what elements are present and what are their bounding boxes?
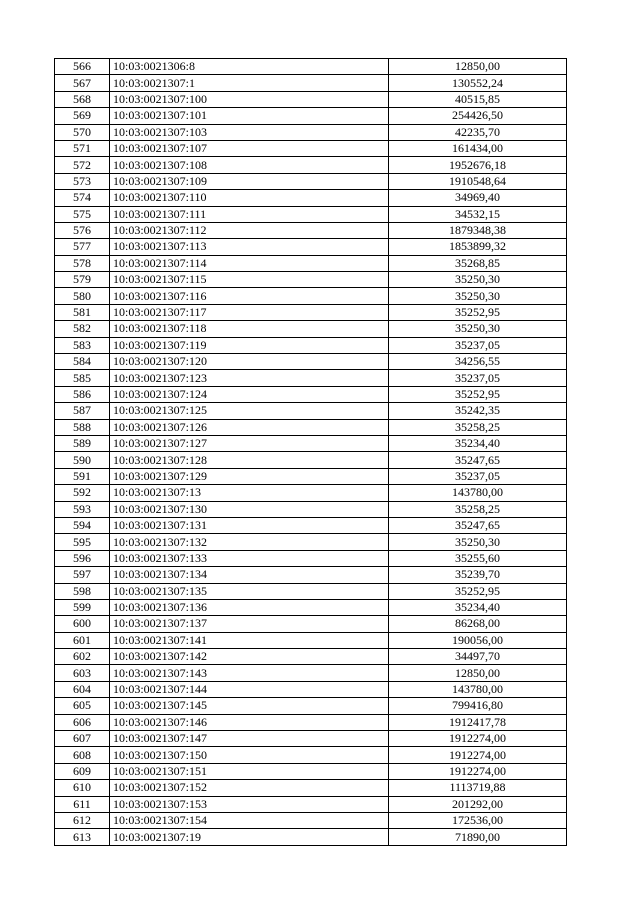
table-row [55, 698, 567, 714]
row-number-cell: 596 [55, 550, 110, 566]
table-row [55, 304, 567, 320]
table-row [55, 763, 567, 779]
row-number-cell: 581 [55, 304, 110, 320]
amount-cell: 42235,70 [389, 124, 567, 140]
amount-cell: 35252,95 [389, 386, 567, 402]
cadastral-number-cell: 10:03:0021307:145 [110, 698, 389, 714]
row-number-cell: 568 [55, 91, 110, 107]
amount-cell: 12850,00 [389, 59, 567, 75]
amount-cell: 130552,24 [389, 75, 567, 91]
amount-cell: 35239,70 [389, 567, 567, 583]
amount-cell: 161434,00 [389, 140, 567, 156]
amount-cell: 1912274,00 [389, 747, 567, 763]
cadastral-number-cell: 10:03:0021307:112 [110, 222, 389, 238]
cadastral-number-cell: 10:03:0021306:8 [110, 59, 389, 75]
cadastral-number-cell: 10:03:0021307:101 [110, 108, 389, 124]
amount-cell: 35237,05 [389, 337, 567, 353]
amount-cell: 143780,00 [389, 681, 567, 697]
cadastral-number-cell: 10:03:0021307:103 [110, 124, 389, 140]
row-number-cell: 591 [55, 468, 110, 484]
row-number-cell: 570 [55, 124, 110, 140]
cadastral-number-cell: 10:03:0021307:143 [110, 665, 389, 681]
amount-cell: 35250,30 [389, 321, 567, 337]
table-row [55, 91, 567, 107]
cadastral-number-cell: 10:03:0021307:147 [110, 731, 389, 747]
row-number-cell: 605 [55, 698, 110, 714]
row-number-cell: 571 [55, 140, 110, 156]
amount-cell: 12850,00 [389, 665, 567, 681]
table-row [55, 780, 567, 796]
table-row [55, 435, 567, 451]
cadastral-number-cell: 10:03:0021307:151 [110, 763, 389, 779]
row-number-cell: 576 [55, 222, 110, 238]
cadastral-number-cell: 10:03:0021307:118 [110, 321, 389, 337]
amount-cell: 1910548,64 [389, 173, 567, 189]
amount-cell: 35258,25 [389, 419, 567, 435]
cadastral-number-cell: 10:03:0021307:111 [110, 206, 389, 222]
amount-cell: 799416,80 [389, 698, 567, 714]
row-number-cell: 598 [55, 583, 110, 599]
amount-cell: 35250,30 [389, 288, 567, 304]
cadastral-number-cell: 10:03:0021307:146 [110, 714, 389, 730]
cadastral-table [54, 58, 567, 846]
amount-cell: 86268,00 [389, 616, 567, 632]
table-row [55, 140, 567, 156]
table-row [55, 75, 567, 91]
cadastral-number-cell: 10:03:0021307:134 [110, 567, 389, 583]
amount-cell: 201292,00 [389, 796, 567, 812]
table-row [55, 59, 567, 75]
table-row [55, 550, 567, 566]
amount-cell: 172536,00 [389, 812, 567, 828]
table-row [55, 829, 567, 845]
table-row [55, 501, 567, 517]
table-row [55, 370, 567, 386]
amount-cell: 34532,15 [389, 206, 567, 222]
cadastral-number-cell: 10:03:0021307:108 [110, 157, 389, 173]
cadastral-number-cell: 10:03:0021307:135 [110, 583, 389, 599]
row-number-cell: 572 [55, 157, 110, 173]
row-number-cell: 573 [55, 173, 110, 189]
table-row [55, 419, 567, 435]
table-body [55, 59, 567, 846]
table-row [55, 386, 567, 402]
table-row [55, 354, 567, 370]
cadastral-number-cell: 10:03:0021307:125 [110, 403, 389, 419]
cadastral-number-cell: 10:03:0021307:132 [110, 534, 389, 550]
cadastral-number-cell: 10:03:0021307:130 [110, 501, 389, 517]
row-number-cell: 612 [55, 812, 110, 828]
row-number-cell: 569 [55, 108, 110, 124]
table-row [55, 124, 567, 140]
amount-cell: 254426,50 [389, 108, 567, 124]
cadastral-number-cell: 10:03:0021307:116 [110, 288, 389, 304]
amount-cell: 71890,00 [389, 829, 567, 845]
row-number-cell: 580 [55, 288, 110, 304]
row-number-cell: 609 [55, 763, 110, 779]
amount-cell: 1113719,88 [389, 780, 567, 796]
cadastral-number-cell: 10:03:0021307:150 [110, 747, 389, 763]
row-number-cell: 590 [55, 452, 110, 468]
amount-cell: 35252,95 [389, 583, 567, 599]
row-number-cell: 601 [55, 632, 110, 648]
amount-cell: 35252,95 [389, 304, 567, 320]
row-number-cell: 589 [55, 435, 110, 451]
amount-cell: 35255,60 [389, 550, 567, 566]
amount-cell: 1879348,38 [389, 222, 567, 238]
table-row [55, 665, 567, 681]
amount-cell: 35234,40 [389, 435, 567, 451]
table-row [55, 222, 567, 238]
row-number-cell: 597 [55, 567, 110, 583]
row-number-cell: 599 [55, 599, 110, 615]
cadastral-number-cell: 10:03:0021307:133 [110, 550, 389, 566]
row-number-cell: 603 [55, 665, 110, 681]
row-number-cell: 574 [55, 190, 110, 206]
cadastral-number-cell: 10:03:0021307:136 [110, 599, 389, 615]
table-row [55, 337, 567, 353]
cadastral-number-cell: 10:03:0021307:142 [110, 649, 389, 665]
row-number-cell: 610 [55, 780, 110, 796]
cadastral-number-cell: 10:03:0021307:1 [110, 75, 389, 91]
amount-cell: 190056,00 [389, 632, 567, 648]
row-number-cell: 579 [55, 272, 110, 288]
cadastral-number-cell: 10:03:0021307:115 [110, 272, 389, 288]
amount-cell: 1853899,32 [389, 239, 567, 255]
cadastral-number-cell: 10:03:0021307:100 [110, 91, 389, 107]
table-row [55, 108, 567, 124]
amount-cell: 35237,05 [389, 370, 567, 386]
table-row [55, 468, 567, 484]
cadastral-number-cell: 10:03:0021307:107 [110, 140, 389, 156]
amount-cell: 35250,30 [389, 272, 567, 288]
cadastral-number-cell: 10:03:0021307:110 [110, 190, 389, 206]
cadastral-number-cell: 10:03:0021307:152 [110, 780, 389, 796]
cadastral-number-cell: 10:03:0021307:13 [110, 485, 389, 501]
table-row [55, 452, 567, 468]
row-number-cell: 595 [55, 534, 110, 550]
row-number-cell: 594 [55, 517, 110, 533]
row-number-cell: 583 [55, 337, 110, 353]
amount-cell: 1912274,00 [389, 731, 567, 747]
amount-cell: 35258,25 [389, 501, 567, 517]
row-number-cell: 607 [55, 731, 110, 747]
table-row [55, 485, 567, 501]
cadastral-number-cell: 10:03:0021307:128 [110, 452, 389, 468]
cadastral-number-cell: 10:03:0021307:137 [110, 616, 389, 632]
table-row [55, 567, 567, 583]
row-number-cell: 585 [55, 370, 110, 386]
amount-cell: 1952676,18 [389, 157, 567, 173]
table-row [55, 517, 567, 533]
table-row [55, 321, 567, 337]
row-number-cell: 584 [55, 354, 110, 370]
table-row [55, 190, 567, 206]
cadastral-number-cell: 10:03:0021307:114 [110, 255, 389, 271]
row-number-cell: 611 [55, 796, 110, 812]
amount-cell: 34256,55 [389, 354, 567, 370]
cadastral-number-cell: 10:03:0021307:144 [110, 681, 389, 697]
cadastral-number-cell: 10:03:0021307:123 [110, 370, 389, 386]
row-number-cell: 578 [55, 255, 110, 271]
cadastral-number-cell: 10:03:0021307:153 [110, 796, 389, 812]
amount-cell: 35247,65 [389, 517, 567, 533]
table-row [55, 272, 567, 288]
cadastral-number-cell: 10:03:0021307:126 [110, 419, 389, 435]
cadastral-number-cell: 10:03:0021307:129 [110, 468, 389, 484]
table-row [55, 747, 567, 763]
cadastral-number-cell: 10:03:0021307:113 [110, 239, 389, 255]
cadastral-number-cell: 10:03:0021307:117 [110, 304, 389, 320]
cadastral-number-cell: 10:03:0021307:154 [110, 812, 389, 828]
table-row [55, 796, 567, 812]
row-number-cell: 613 [55, 829, 110, 845]
amount-cell: 35268,85 [389, 255, 567, 271]
row-number-cell: 577 [55, 239, 110, 255]
amount-cell: 1912417,78 [389, 714, 567, 730]
table-row [55, 632, 567, 648]
row-number-cell: 606 [55, 714, 110, 730]
row-number-cell: 602 [55, 649, 110, 665]
table-row [55, 812, 567, 828]
table-row [55, 173, 567, 189]
row-number-cell: 600 [55, 616, 110, 632]
amount-cell: 40515,85 [389, 91, 567, 107]
cadastral-number-cell: 10:03:0021307:127 [110, 435, 389, 451]
row-number-cell: 586 [55, 386, 110, 402]
table-row [55, 239, 567, 255]
row-number-cell: 588 [55, 419, 110, 435]
table-row [55, 288, 567, 304]
amount-cell: 35234,40 [389, 599, 567, 615]
row-number-cell: 587 [55, 403, 110, 419]
table-row [55, 599, 567, 615]
amount-cell: 35237,05 [389, 468, 567, 484]
row-number-cell: 604 [55, 681, 110, 697]
cadastral-number-cell: 10:03:0021307:120 [110, 354, 389, 370]
row-number-cell: 582 [55, 321, 110, 337]
table-row [55, 583, 567, 599]
table-row [55, 157, 567, 173]
table-row [55, 403, 567, 419]
table-row [55, 206, 567, 222]
cadastral-number-cell: 10:03:0021307:19 [110, 829, 389, 845]
amount-cell: 35247,65 [389, 452, 567, 468]
cadastral-number-cell: 10:03:0021307:109 [110, 173, 389, 189]
row-number-cell: 566 [55, 59, 110, 75]
row-number-cell: 567 [55, 75, 110, 91]
amount-cell: 34969,40 [389, 190, 567, 206]
row-number-cell: 593 [55, 501, 110, 517]
cadastral-number-cell: 10:03:0021307:141 [110, 632, 389, 648]
table-row [55, 731, 567, 747]
table-row [55, 714, 567, 730]
table-row [55, 681, 567, 697]
row-number-cell: 575 [55, 206, 110, 222]
table-row [55, 649, 567, 665]
amount-cell: 35250,30 [389, 534, 567, 550]
cadastral-number-cell: 10:03:0021307:119 [110, 337, 389, 353]
amount-cell: 143780,00 [389, 485, 567, 501]
cadastral-number-cell: 10:03:0021307:124 [110, 386, 389, 402]
amount-cell: 1912274,00 [389, 763, 567, 779]
table-row [55, 616, 567, 632]
row-number-cell: 592 [55, 485, 110, 501]
table-row [55, 534, 567, 550]
amount-cell: 35242,35 [389, 403, 567, 419]
table-row [55, 255, 567, 271]
cadastral-number-cell: 10:03:0021307:131 [110, 517, 389, 533]
row-number-cell: 608 [55, 747, 110, 763]
amount-cell: 34497,70 [389, 649, 567, 665]
